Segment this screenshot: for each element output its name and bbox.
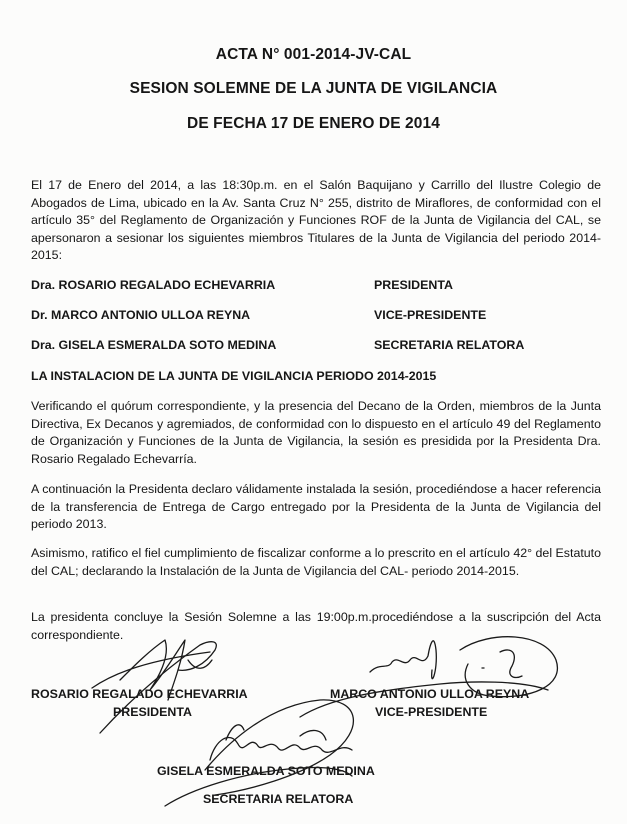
signature-role-presidenta: PRESIDENTA (113, 705, 192, 719)
signature-role-secretaria: SECRETARIA RELATORA (203, 792, 354, 806)
signature-scribble-secretaria (165, 700, 353, 806)
member-role-secretaria: SECRETARIA RELATORA (374, 338, 525, 352)
session-title: SESION SOLEMNE DE LA JUNTA DE VIGILANCIA (129, 80, 498, 97)
date-title: DE FECHA 17 DE ENERO DE 2014 (187, 115, 440, 132)
member-name-presidenta: Dra. ROSARIO REGALADO ECHEVARRIA (31, 278, 276, 292)
signature-name-presidenta: ROSARIO REGALADO ECHEVARRIA (31, 687, 248, 701)
paragraph-continuacion: A continuación la Presidenta declaro válidamente instalada la sesión, procediéndose a hacer referencia de la transferencia de Entrega de Cargo entregado por la Presidenta de la Junta de Vigilancia del periodo 2013. (31, 482, 601, 532)
signature-name-secretaria: GISELA ESMERALDA SOTO MEDINA (157, 764, 375, 778)
member-name-secretaria: Dra. GISELA ESMERALDA SOTO MEDINA (31, 338, 277, 352)
paragraph-conclusion: La presidenta concluye la Sesión Solemne a las 19:00p.m.procediéndose a la suscripción del Acta correspondiente. (31, 610, 601, 642)
paragraph-asimismo: Asimismo, ratifico el fiel cumplimiento de fiscalizar conforme a lo prescrito en el artículo 42° del Estatuto del CAL; declarando la Instalación de la Junta de Vigilancia del CAL- periodo 2014-2015. (31, 546, 601, 578)
acta-number-title: ACTA N° 001-2014-JV-CAL (215, 46, 412, 63)
member-role-vicepresidente: VICE-PRESIDENTE (374, 308, 487, 322)
section-heading: LA INSTALACION DE LA JUNTA DE VIGILANCIA PERIODO 2014-2015 (31, 369, 437, 383)
paragraph-quorum: Verificando el quórum correspondiente, y la presencia del Decano de la Orden, miembros de la Junta Directiva, Ex Decanos y agremiados, de conformidad con lo dispuesto en el artículo 49 del Reglamento de Organización y Funciones de la Junta de Vigilancia, la sesión es presidida por la Presidenta Dra. Rosario Regalado Echevarría. (31, 399, 601, 466)
member-role-presidenta: PRESIDENTA (374, 278, 453, 292)
member-name-vicepresidente: Dr. MARCO ANTONIO ULLOA REYNA (31, 308, 251, 322)
intro-paragraph: El 17 de Enero del 2014, a las 18:30p.m. en el Salón Baquijano y Carrillo del Ilustre Colegio de Abogados de Lima, ubicado en la Av. Santa Cruz N° 255, distrito de Miraflores, de conformidad con el artículo 35° del Reglamento de Organización y Funciones ROF de la Junta de Vigilancia del CAL, se apersonaron a sesionar los siguientes miembros Titulares de la Junta de Vigilancia del periodo 2014-2015: (31, 178, 601, 263)
signature-role-vicepresidente: VICE-PRESIDENTE (375, 705, 488, 719)
signature-name-vicepresidente: MARCO ANTONIO ULLOA REYNA (330, 687, 530, 701)
